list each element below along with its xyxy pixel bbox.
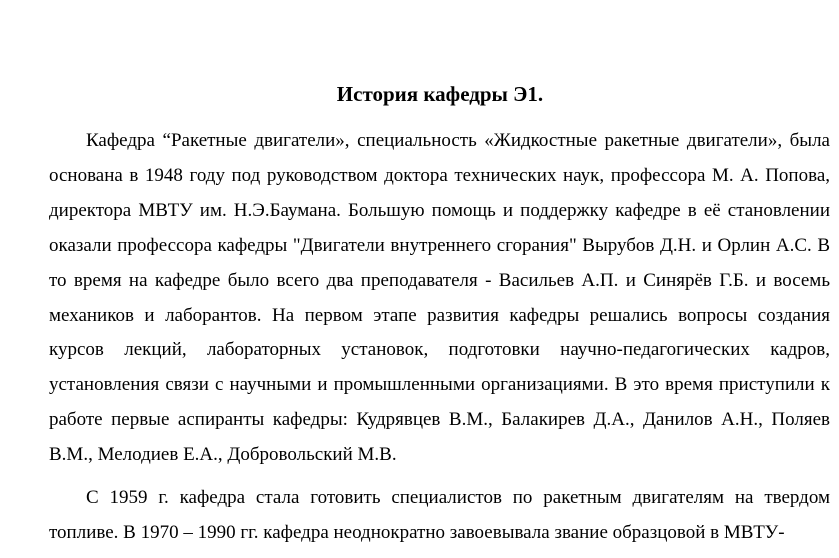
paragraph-history-founding: Кафедра “Ракетные двигатели», специальность «Жидкостные ракетные двигатели», была основана в 1948 году под руководством доктора технических наук, профессора М. А. Попова, директора МВТУ им. Н.Э.Баумана. Большую помощь и поддержку кафедре в её становлении оказали профессора кафедры "Двигатели внутреннего сгорания" Вырубов Д.Н. и Орлин А.С. В то время на кафедре было всего два преподавателя - Васильев А.П. и Синярёв Г.Б. и восемь механиков и лаборантов. На первом этапе развития кафедры решались вопросы создания курсов лекций, лабораторных установок, подготовки научно-педагогических кадров, установления связи с научными и промышленными организациями. В это время приступили к работе первые аспиранты кафедры: Кудрявцев В.М., Балакирев Д.А., Данилов А.Н., Поляев В.М., Мелодиев Е.А., Добровольский М.В. xyxy=(49,130,830,466)
document-title: История кафедры Э1. xyxy=(336,82,544,106)
paragraph-history-1959: С 1959 г. кафедра стала готовить специалистов по ракетным двигателям на твердом топливе. В 1970 – 1990 гг. кафедра неоднократно завоевывала звание образцовой в МВТУ- xyxy=(49,487,830,543)
